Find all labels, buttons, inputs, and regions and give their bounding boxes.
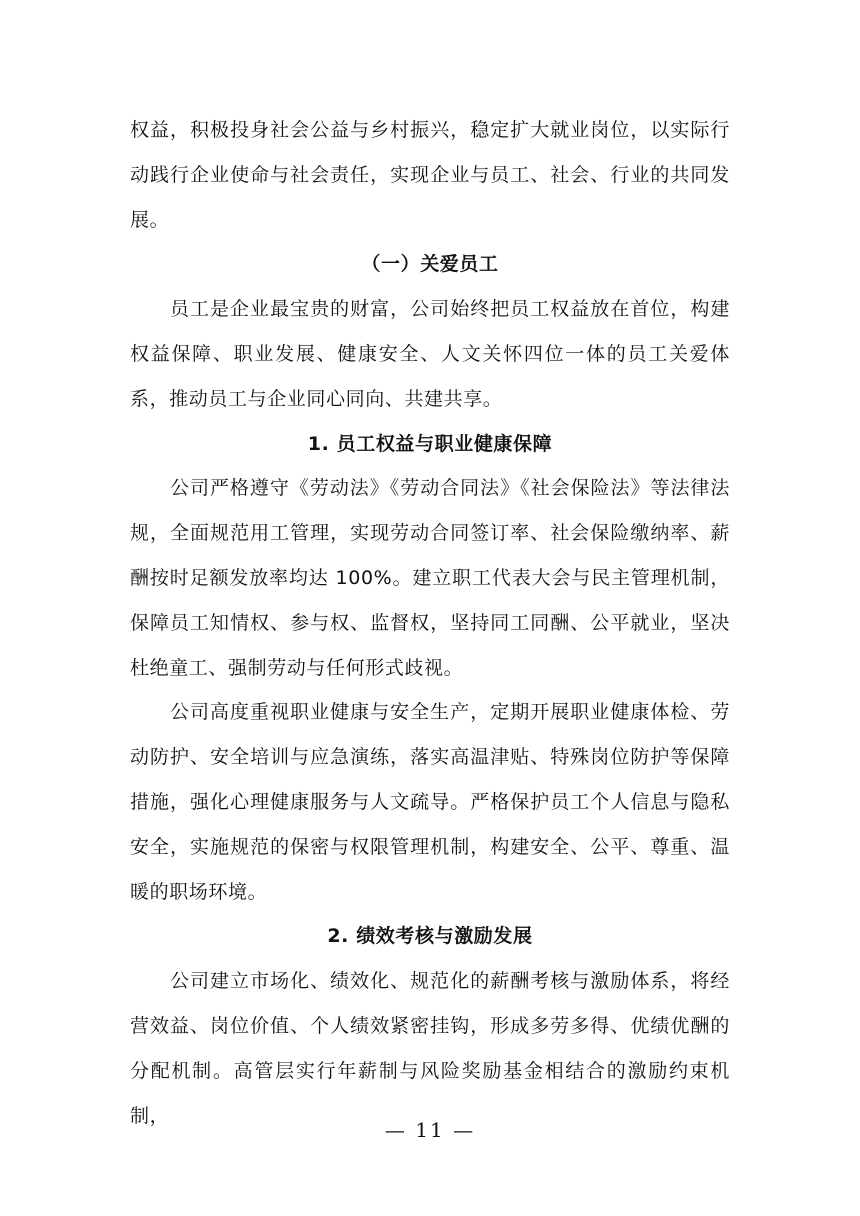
occupational-health-paragraph: 公司高度重视职业健康与安全生产，定期开展职业健康体检、劳动防护、安全培训与应急演练，落实高温津贴、特殊岗位防护等保障措施，强化心理健康服务与人文疏导。严格保护员工个人信息与隐私安全，实施规范的保密与权限管理机制，构建安全、公平、尊重、温暖的职场环境。 xyxy=(130,701,730,903)
labor-law-paragraph: 公司严格遵守《劳动法》《劳动合同法》《社会保险法》等法律法规，全面规范用工管理，实现劳动合同签订率、社会保险缴纳率、薪酬按时足额发放率均达 100%。建立职工代表大会与民主管理机制，保障员工知情权、参与权、监督权，坚持同工同酬、公平就业，坚决杜绝童工、强制劳动与任何形式歧视。 xyxy=(130,477,730,679)
section-intro-paragraph: 员工是企业最宝贵的财富，公司始终把员工权益放在首位，构建权益保障、职业发展、健康安全、人文关怀四位一体的员工关爱体系，推动员工与企业同心同向、共建共享。 xyxy=(130,298,730,410)
subsection-title-performance: 2. 绩效考核与激励发展 xyxy=(327,925,533,948)
document-body xyxy=(130,108,730,1138)
subsection-title-rights-health: 1. 员工权益与职业健康保障 xyxy=(307,432,553,455)
continuation-paragraph: 权益，积极投身社会公益与乡村振兴，稳定扩大就业岗位，以实际行动践行企业使命与社会责任，实现企业与员工、社会、行业的共同发展。 xyxy=(130,119,730,231)
section-title: （一）关爱员工 xyxy=(361,253,499,276)
page-number: — 11 — xyxy=(384,1118,476,1142)
compensation-paragraph: 公司建立市场化、绩效化、规范化的薪酬考核与激励体系，将经营效益、岗位价值、个人绩效紧密挂钩，形成多劳多得、优绩优酬的分配机制。高管层实行年薪制与风险奖励基金相结合的激励约束机制， xyxy=(130,970,730,1127)
